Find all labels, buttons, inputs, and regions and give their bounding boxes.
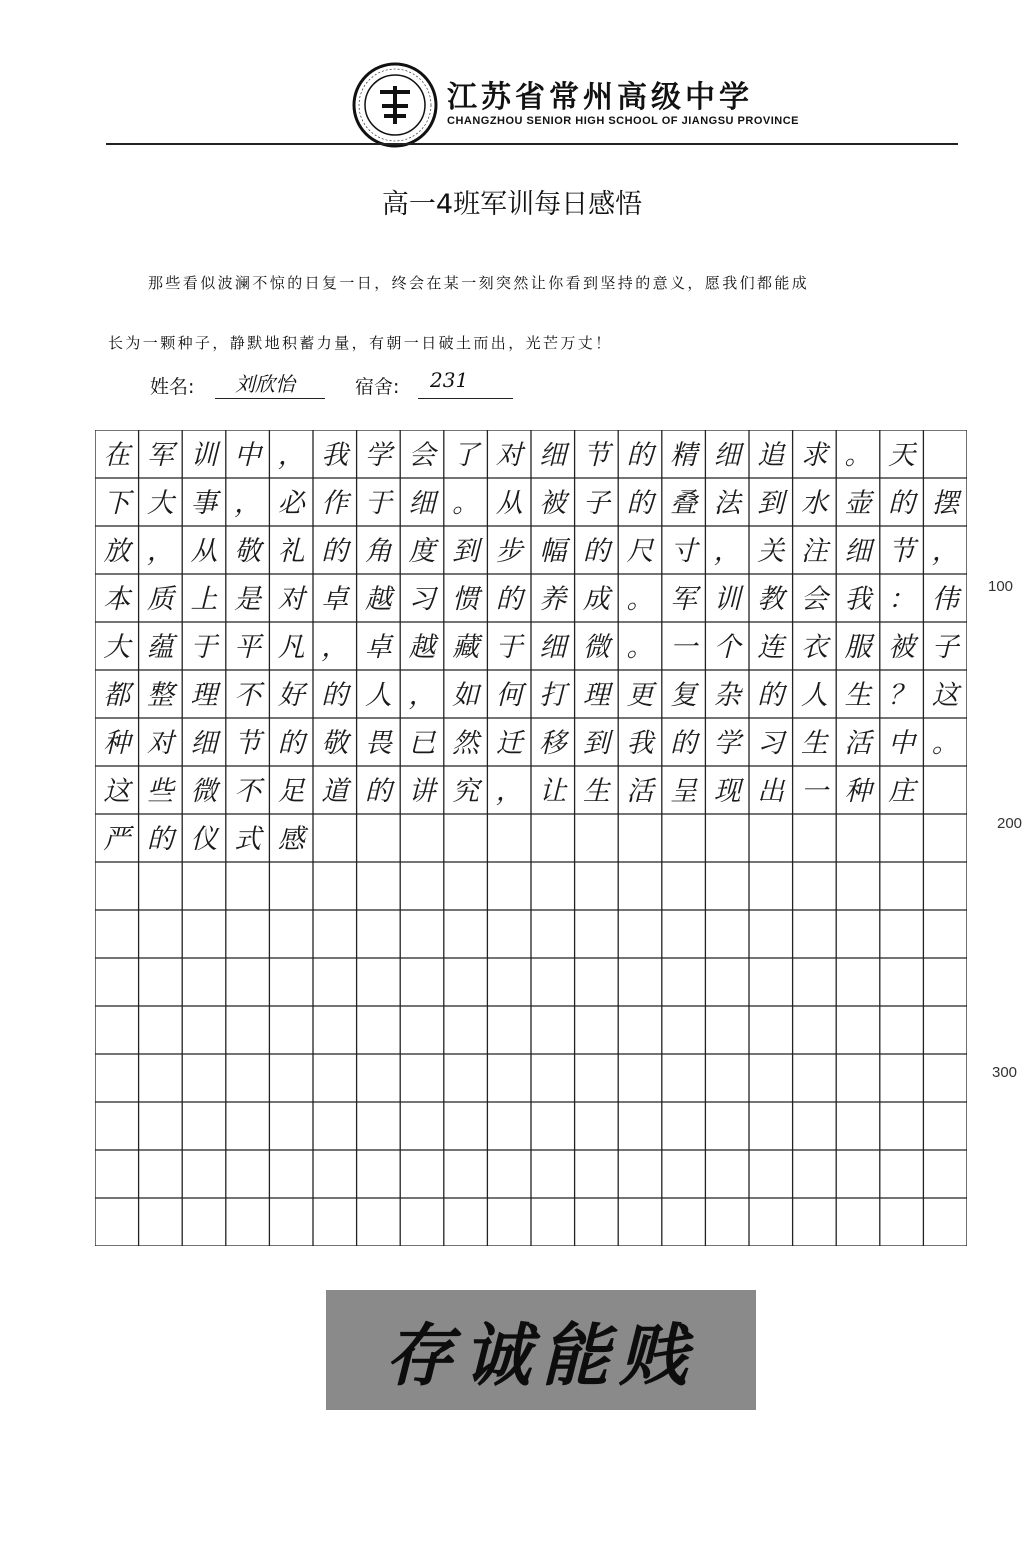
essay-char: 已 bbox=[408, 728, 436, 759]
essay-char: 的 bbox=[146, 824, 174, 855]
essay-char: 。 bbox=[844, 440, 872, 471]
essay-char: 细 bbox=[844, 536, 872, 567]
essay-char: 质 bbox=[146, 584, 174, 615]
essay-char: 人 bbox=[364, 680, 392, 711]
essay-char: 的 bbox=[757, 680, 785, 711]
essay-char: 服 bbox=[844, 632, 872, 663]
essay-char: 中 bbox=[888, 728, 916, 759]
essay-char: 的 bbox=[670, 728, 698, 759]
essay-char: 伟 bbox=[931, 584, 959, 615]
essay-char: 下 bbox=[103, 488, 131, 519]
essay-char: 礼 bbox=[277, 536, 305, 567]
essay-char: 迁 bbox=[495, 728, 523, 759]
essay-char: 细 bbox=[190, 728, 218, 759]
essay-char: 种 bbox=[844, 776, 872, 807]
essay-char: 对 bbox=[146, 728, 174, 759]
essay-char: 从 bbox=[190, 536, 218, 567]
essay-char: 蕴 bbox=[146, 632, 174, 663]
essay-char: 成 bbox=[582, 584, 610, 615]
essay-char: 学 bbox=[713, 728, 741, 759]
essay-char: 庄 bbox=[888, 776, 916, 807]
essay-char: 被 bbox=[539, 488, 567, 519]
essay-char: 衣 bbox=[800, 632, 828, 663]
essay-char: 的 bbox=[495, 584, 523, 615]
intro-line-2: 长为一颗种子，静默地积蓄力量，有朝一日破土而出，光芒万丈！ bbox=[108, 334, 613, 352]
essay-char: 到 bbox=[452, 536, 480, 567]
essay-char: 对 bbox=[495, 440, 523, 471]
essay-char: 寸 bbox=[670, 536, 698, 567]
essay-char: 究 bbox=[452, 776, 480, 807]
essay-char: 放 bbox=[103, 536, 131, 567]
page-title: 高一4班军训每日感悟 bbox=[381, 189, 643, 220]
essay-char: ， bbox=[495, 776, 523, 807]
essay-char: ， bbox=[321, 632, 349, 663]
essay-char: ， bbox=[408, 680, 436, 711]
essay-char: 平 bbox=[234, 632, 262, 663]
essay-char: 生 bbox=[800, 728, 828, 759]
essay-char: 追 bbox=[757, 440, 785, 471]
essay-char: 学 bbox=[364, 440, 392, 471]
essay-char: 上 bbox=[190, 584, 218, 615]
essay-char: 讲 bbox=[408, 776, 436, 807]
essay-char: 节 bbox=[234, 728, 262, 759]
essay-char: 越 bbox=[364, 584, 392, 615]
essay-char: 从 bbox=[495, 488, 523, 519]
essay-char: 卓 bbox=[321, 584, 349, 615]
essay-char: 作 bbox=[321, 488, 349, 519]
essay-char: 的 bbox=[364, 776, 392, 807]
school-motto: 存诚能贱 bbox=[384, 1315, 697, 1396]
essay-char: 的 bbox=[582, 536, 610, 567]
essay-char: 壶 bbox=[844, 488, 872, 519]
header-divider bbox=[106, 143, 958, 145]
essay-char: 我 bbox=[626, 728, 654, 759]
essay-char: 。 bbox=[626, 584, 654, 615]
essay-char: 然 bbox=[452, 728, 480, 759]
essay-char: 叠 bbox=[670, 488, 698, 519]
essay-char: 藏 bbox=[452, 632, 480, 663]
essay-char: 越 bbox=[408, 632, 436, 663]
essay-char: 天 bbox=[888, 440, 916, 471]
essay-char: 细 bbox=[539, 632, 567, 663]
essay-char: 养 bbox=[539, 584, 567, 615]
dorm-label: 宿舍: bbox=[355, 376, 400, 398]
essay-char: 中 bbox=[234, 440, 262, 471]
essay-char: 式 bbox=[234, 824, 262, 855]
essay-char: 生 bbox=[844, 680, 872, 711]
word-count-300: 300 bbox=[992, 1064, 1018, 1081]
name-underline bbox=[215, 398, 325, 399]
essay-char: 敬 bbox=[321, 728, 349, 759]
essay-char: 人 bbox=[800, 680, 828, 711]
grid-lines bbox=[95, 430, 967, 1246]
essay-char: 让 bbox=[539, 776, 567, 807]
essay-char: 事 bbox=[190, 488, 218, 519]
essay-char: 节 bbox=[888, 536, 916, 567]
essay-char: 于 bbox=[495, 632, 523, 663]
essay-char: 卓 bbox=[364, 632, 392, 663]
essay-char: ， bbox=[713, 536, 741, 567]
essay-char: 细 bbox=[408, 488, 436, 519]
essay-char: 惯 bbox=[452, 584, 480, 615]
essay-char: 是 bbox=[234, 584, 262, 615]
essay-char: 畏 bbox=[364, 728, 392, 759]
essay-char: 感 bbox=[277, 824, 305, 855]
essay-char: 理 bbox=[582, 680, 610, 711]
essay-char: 大 bbox=[146, 488, 174, 519]
school-name-en: CHANGZHOU SENIOR HIGH SCHOOL OF JIANGSU PROVINCE bbox=[447, 115, 799, 127]
essay-char: 子 bbox=[931, 632, 959, 663]
essay-char: 角 bbox=[364, 536, 392, 567]
essay-char: 法 bbox=[713, 488, 741, 519]
essay-char: 军 bbox=[146, 440, 174, 471]
essay-char: 好 bbox=[277, 680, 305, 711]
essay-char: 一 bbox=[670, 632, 698, 663]
essay-char: 尺 bbox=[626, 536, 654, 567]
essay-char: 理 bbox=[190, 680, 218, 711]
school-name-cn: 江苏省常州高级中学 bbox=[447, 80, 753, 115]
essay-char: 更 bbox=[626, 680, 654, 711]
essay-char: 会 bbox=[408, 440, 436, 471]
essay-char: 不 bbox=[234, 776, 262, 807]
essay-char: 仪 bbox=[190, 824, 218, 855]
essay-char: 幅 bbox=[539, 536, 567, 567]
essay-char: 在 bbox=[103, 440, 131, 471]
essay-char: 生 bbox=[582, 776, 610, 807]
essay-char: 本 bbox=[103, 584, 131, 615]
intro-line-1: 那些看似波澜不惊的日复一日，终会在某一刻突然让你看到坚持的意义，愿我们都能成 bbox=[148, 274, 810, 292]
essay-char: 军 bbox=[670, 584, 698, 615]
essay-char: 到 bbox=[757, 488, 785, 519]
essay-char: 摆 bbox=[931, 488, 959, 519]
essay-char: 种 bbox=[103, 728, 131, 759]
essay-char: 训 bbox=[713, 584, 741, 615]
essay-char: 度 bbox=[408, 536, 436, 567]
essay-char: 到 bbox=[582, 728, 610, 759]
essay-char: 我 bbox=[844, 584, 872, 615]
essay-char: 必 bbox=[277, 488, 305, 519]
essay-char: 的 bbox=[321, 536, 349, 567]
essay-char: 细 bbox=[713, 440, 741, 471]
essay-char: 活 bbox=[844, 728, 872, 759]
word-count-100: 100 bbox=[988, 578, 1014, 595]
essay-char: 教 bbox=[757, 584, 785, 615]
essay-char: 何 bbox=[495, 680, 523, 711]
essay-char: 一 bbox=[800, 776, 828, 807]
essay-char: ： bbox=[888, 584, 916, 615]
essay-char: 我 bbox=[321, 440, 349, 471]
dorm-value: 231 bbox=[430, 368, 469, 392]
essay-char: 连 bbox=[757, 632, 785, 663]
essay-char: 不 bbox=[234, 680, 262, 711]
essay-char: 敬 bbox=[234, 536, 262, 567]
essay-char: 些 bbox=[146, 776, 174, 807]
essay-char: 大 bbox=[103, 632, 131, 663]
essay-char: 个 bbox=[713, 632, 741, 663]
essay-char: 。 bbox=[626, 632, 654, 663]
essay-char: ？ bbox=[888, 680, 916, 711]
school-seal-icon bbox=[352, 62, 438, 148]
essay-char: 关 bbox=[757, 536, 785, 567]
essay-char: 被 bbox=[888, 632, 916, 663]
essay-char: 习 bbox=[757, 728, 785, 759]
essay-char: 。 bbox=[452, 488, 480, 519]
essay-char: 细 bbox=[539, 440, 567, 471]
essay-char: ， bbox=[277, 440, 305, 471]
name-value: 刘欣怡 bbox=[235, 372, 295, 396]
essay-char: 微 bbox=[582, 632, 610, 663]
essay-char: 会 bbox=[800, 584, 828, 615]
essay-char: 打 bbox=[539, 680, 567, 711]
essay-char: 的 bbox=[321, 680, 349, 711]
essay-char: 足 bbox=[277, 776, 305, 807]
essay-char: 移 bbox=[539, 728, 567, 759]
essay-char: 子 bbox=[582, 488, 610, 519]
essay-char: 复 bbox=[670, 680, 698, 711]
essay-char: 注 bbox=[800, 536, 828, 567]
dorm-underline bbox=[418, 398, 513, 399]
essay-char: 出 bbox=[757, 776, 785, 807]
essay-char: ， bbox=[146, 536, 174, 567]
essay-char: 整 bbox=[146, 680, 174, 711]
essay-char: ， bbox=[931, 536, 959, 567]
essay-char: 求 bbox=[800, 440, 828, 471]
essay-char: 的 bbox=[626, 440, 654, 471]
essay-char: 训 bbox=[190, 440, 218, 471]
essay-char: 习 bbox=[408, 584, 436, 615]
essay-char: 现 bbox=[713, 776, 741, 807]
essay-char: 于 bbox=[364, 488, 392, 519]
essay-char: 了 bbox=[452, 440, 480, 471]
essay-char: 精 bbox=[670, 440, 698, 471]
essay-char: 活 bbox=[626, 776, 654, 807]
essay-char: 步 bbox=[495, 536, 523, 567]
essay-char: 杂 bbox=[713, 680, 741, 711]
essay-char: ， bbox=[234, 488, 262, 519]
essay-char: 。 bbox=[931, 728, 959, 759]
essay-char: 的 bbox=[888, 488, 916, 519]
essay-char: 水 bbox=[800, 488, 828, 519]
word-count-200: 200 bbox=[997, 815, 1023, 832]
essay-char: 微 bbox=[190, 776, 218, 807]
essay-char: 节 bbox=[582, 440, 610, 471]
essay-char: 都 bbox=[103, 680, 131, 711]
essay-char: 道 bbox=[321, 776, 349, 807]
essay-text bbox=[103, 440, 962, 855]
essay-char: 如 bbox=[452, 680, 480, 711]
essay-char: 的 bbox=[277, 728, 305, 759]
essay-char: 这 bbox=[931, 680, 959, 711]
essay-grid bbox=[95, 430, 967, 1246]
essay-char: 对 bbox=[277, 584, 305, 615]
essay-char: 于 bbox=[190, 632, 218, 663]
school-motto-stamp bbox=[326, 1290, 756, 1410]
essay-char: 严 bbox=[103, 824, 131, 855]
name-label: 姓名: bbox=[150, 376, 195, 398]
essay-char: 的 bbox=[626, 488, 654, 519]
essay-char: 凡 bbox=[277, 632, 305, 663]
essay-char: 呈 bbox=[670, 776, 698, 807]
essay-char: 这 bbox=[103, 776, 131, 807]
